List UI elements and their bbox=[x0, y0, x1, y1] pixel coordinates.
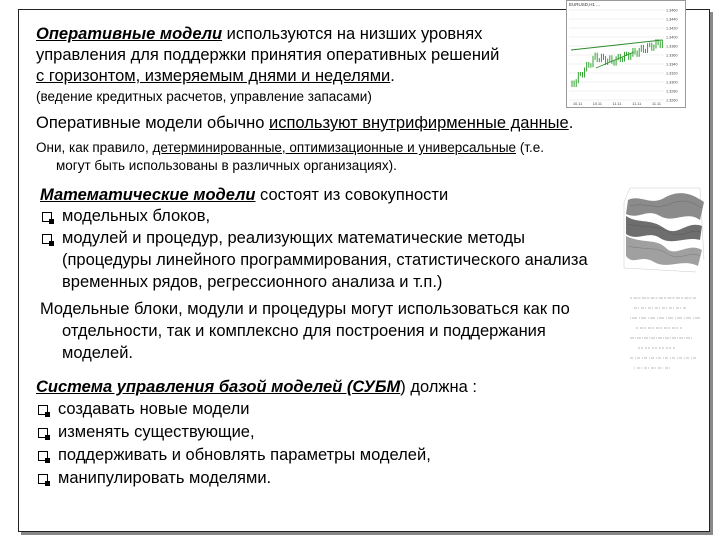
price-tick-label: 1.3300 bbox=[666, 80, 678, 85]
p6-item-4: манипулировать моделями. bbox=[58, 469, 272, 487]
surface-plot-image bbox=[620, 180, 708, 284]
time-tick-label: 10.11 bbox=[592, 102, 602, 106]
price-tick-label: 1.3280 bbox=[666, 89, 678, 94]
p6-rest: ) должна : bbox=[400, 378, 477, 396]
price-tick-label: 1.3400 bbox=[666, 35, 678, 40]
p6-item-1: создавать новые модели bbox=[58, 400, 250, 418]
p3-pre: Они, как правило, bbox=[36, 140, 153, 155]
p4-item-2: модулей и процедур, реализующих математические методы bbox=[62, 229, 525, 247]
price-tick-label: 1.3420 bbox=[666, 26, 678, 31]
price-tick-label: 1.3340 bbox=[666, 62, 678, 67]
price-tick-label: 1.3360 bbox=[666, 53, 678, 58]
surface-plot-svg bbox=[620, 180, 708, 284]
p2-underlined: используют внутрифирменные данные bbox=[269, 114, 569, 132]
p2-end: . bbox=[568, 114, 574, 132]
p4-cont2: временных рядов, регрессионного анализа и т.п.) bbox=[62, 273, 443, 291]
time-tick-label: 11.11 bbox=[652, 102, 661, 106]
p4-line1 bbox=[40, 185, 448, 206]
checkbox-bullet-icon bbox=[42, 234, 52, 244]
p6-item-2: изменять существующие, bbox=[58, 423, 255, 441]
time-tick-label: 11.11 bbox=[632, 102, 642, 106]
p1-line3 bbox=[36, 66, 395, 87]
p3-underlined: детерминированные, оптимизационные и универсальные bbox=[152, 140, 517, 155]
checkbox-bullet-icon bbox=[42, 212, 52, 222]
p5-line1: Модельные блоки, модули и процедуры могут использоваться как по bbox=[40, 300, 570, 318]
formula-image bbox=[626, 288, 708, 378]
p1-line4: (ведение кредитных расчетов, управление запасами) bbox=[36, 89, 372, 104]
price-tick-label: 1.3260 bbox=[666, 98, 678, 103]
stock-chart-title: EURUSD,H1 ... bbox=[569, 2, 601, 7]
price-tick-label: 1.3320 bbox=[666, 71, 678, 76]
checkbox-bullet-icon bbox=[38, 474, 48, 484]
time-tick-label: 10.11 bbox=[573, 102, 583, 106]
p5-line2: отдельности, так и комплексно для построения и поддержания bbox=[62, 322, 546, 340]
p1-line3-end: . bbox=[390, 67, 395, 85]
p3-line1 bbox=[36, 139, 544, 157]
p6-item-3: поддерживать и обновлять параметры моделей, bbox=[58, 446, 431, 464]
p1-line3-underlined: с горизонтом, измеряемым днями и неделями bbox=[36, 67, 391, 85]
p1-line1 bbox=[36, 24, 482, 45]
stock-chart-image bbox=[566, 0, 686, 108]
p3-end: (т.е. bbox=[516, 140, 545, 155]
stock-chart-svg bbox=[566, 0, 686, 108]
p1-line2: управления для поддержки принятия оперативных решений bbox=[36, 46, 500, 64]
p4-rest: состоят из совокупности bbox=[255, 186, 449, 204]
checkbox-bullet-icon bbox=[38, 451, 48, 461]
checkbox-bullet-icon bbox=[38, 428, 48, 438]
price-tick-label: 1.3460 bbox=[666, 8, 678, 13]
p6-term: Система управления базой моделей (СУБМ bbox=[36, 378, 401, 396]
formula-svg bbox=[626, 288, 708, 378]
p6-line1 bbox=[36, 377, 477, 398]
p2-pre: Оперативные модели обычно bbox=[36, 114, 270, 132]
p1-term: Оперативные модели bbox=[36, 25, 223, 43]
p2-line bbox=[36, 113, 573, 134]
p4-term: Математические модели bbox=[40, 186, 256, 204]
price-tick-label: 1.3380 bbox=[666, 44, 678, 49]
p4-item-1: модельных блоков, bbox=[62, 207, 211, 225]
p3-line2: могут быть использованы в различных организациях). bbox=[56, 158, 397, 173]
time-tick-label: 11.11 bbox=[612, 102, 622, 106]
checkbox-bullet-icon bbox=[38, 405, 48, 415]
p4-cont1: (процедуры линейного программирования, статистического анализа bbox=[62, 251, 588, 269]
p5-line3: моделей. bbox=[62, 344, 134, 362]
price-tick-label: 1.3440 bbox=[666, 17, 678, 22]
p1-line1-rest: используются на низших уровнях bbox=[222, 25, 483, 43]
